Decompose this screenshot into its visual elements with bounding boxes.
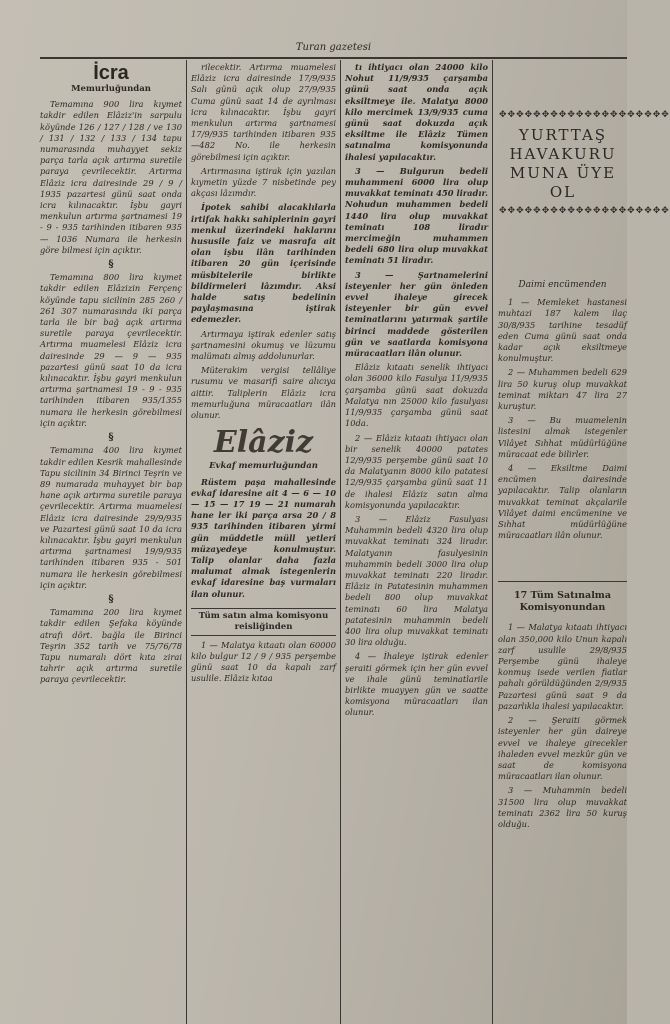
satin-alma-notice: 1 — Malatya kıtaatı olan 60000 kilo bulgur 12 / 9 / 935 perşembe günü saat 10 da kapalı zarf usulile. Elâziz kıtaa (191, 639, 336, 684)
section-mark: § (108, 593, 114, 605)
column-divider (186, 60, 187, 1024)
notice-paragraph: 3 — Şartnamelerini isteyenler her gün önleden evvel ihaleye girecek isteyenler bir gün evvel teminatlarını yatırmak şartile birinci maddede gösterilen gün ve saatlarda komisyona müracaatları ilân olunur. (345, 269, 488, 359)
ad-line: OL (549, 183, 577, 201)
notice-paragraph: Temamına 800 lira kıymet takdir edilen Elâzizin Ferçenç köyünde tapu sicilinin 285 260 / 261 307 numarasında iki parça tarla ile bir bağ açık artırma suretile paraya çevrilecektir. Artırma muamelesi Elâziz icra dairesinde 29 — 9 — 935 pazartesi günü saat 10 da icra kılınacaktır. İşbu gayri menkulun artırma şartnamesi 19 - 9 - 935 tarihinden itibaren 935/1355 numara ile herkesin görebilmesi için açıktır. (40, 272, 182, 428)
havakurumu-ad (499, 110, 670, 240)
column-satin-alma (345, 62, 488, 1024)
newspaper-header: Turan gazetesi (295, 42, 372, 53)
notice-paragraph: 3 — Bulgurun bedeli muhammeni 6000 lira olup muvakkat teminatı 450 liradır. Nohudun muhammen bedeli 1440 lira olup muvakkat teminatı 108 liradır mercimeğin muhammen bedeli 680 lira olup muvakkat teminatı 51 liradır. (345, 165, 488, 266)
satin-alma-title: Tüm satın alma komisyonu reisliğinden (191, 608, 336, 636)
notice-paragraph: 3 — Elâziz Fasulyası Muhammin bedeli 4320 lira olup muvakkat teminatı 324 liradır. Malatyanın fasulyesinin muhammin bedeli 3000 lira olup muvakkat teminatı 220 liradır. Elâziz in Patatesinin muhammen bedeli 800 olup muvakkat teminatı 60 lira Malatya patatesinin muhammin bedeli 400 lira olup muvakkat teminatı 30 lira olduğu. (345, 513, 488, 648)
notice-paragraph: Artırmaya iştirak edenler satış şartnamesini okumuş ve lüzumu malümatı almış addolunurlar. (191, 328, 336, 362)
section-heading: Daimi encümenden (518, 280, 607, 290)
notice-paragraph: 2 — Muhammen bedeli 629 lira 50 kuruş olup muvakkat teminat miktarı 47 lira 27 kuruştur. (498, 367, 627, 412)
notice-paragraph: tı ihtiyacı olan 24000 kilo Nohut 11/9/935 çarşamba günü saat onda açık eksiltmeye ile. Malatya 8000 kilo mercimek 13/9/935 cuma günü saat dokuzda açık eksiltme ile Elâziz Tümen satınalma komisyonunda ihalesi yapılacaktır. (345, 62, 488, 162)
notice-paragraph: Artırmasına iştirak için yazılan kıymetin yüzde 7 nisbetinde pey akçası lâzımdır. (191, 165, 336, 199)
column-divider (492, 60, 493, 1024)
notice-paragraph: 3 — Bu muamelenin listesini almak istegenler Vilâyet Sıhhat müdürlüğüne müracaat ede bilirler. (498, 415, 627, 459)
notice-paragraph: Temamına 400 lira kıymet takdir edilen Kesrik mahallesinde Tapu sicilinin 34 Birinci Teşrin ve 89 numarada muhayyet bir bap hane açık artırma suretile paraya çevrilecektir. Artırma muamelesi Elâziz icra dairesinde 29/9/935 ve Pazartesi günü saat 10 da icra kılınacaktır. İşbu gayri menkulun artırma şartnamesi 19/9/935 tarihinden itibaren 935 - 501 numara ile herkesin görebilmesi için açıktır. (40, 445, 182, 590)
column-icra-continued (191, 62, 336, 1024)
column-icra (40, 62, 182, 1024)
notice-paragraph: 1 — Memleket hastanesi muhtazi 187 kalem ilaç 30/8/935 tarihine tesadüf eden Cuma günü saat onda kadar açık eksiltmeye konulmuştur. (498, 297, 627, 364)
komisyon-title: 17 Tüm Satınalma Komisyonundan (513, 590, 612, 614)
notice-paragraph: 2 — Şeraiti görmek isteyenler her gün daireye evvel ve ihaleye girecekler ihaleden evvel mezkûr gün ve saat de komisyona müracaatları ilan olunur. (498, 715, 627, 782)
section-title: İcra (93, 62, 129, 84)
ad-line: MUNA ÜYE (509, 164, 617, 182)
ad-line: HAVAKURU (509, 145, 617, 163)
ad-line: YURTTAŞ (518, 126, 608, 144)
notice-paragraph: İpotek sahibi alacaklılarla irtifak hakkı sahiplerinin gayri menkul üzerindeki haklarını hususile faiz ve masrafa ait olan işbu ilân tarihinden itibaren 20 gün içerisinde müsbitelerile birlikte bildirmeleri lâzımdır. Aksi halde satış bedelinin paylaşmasına iştirak edemezler. (191, 202, 336, 325)
notice-paragraph: Elâziz kıtaatı senelik ihtiyacı olan 36000 kilo Fasulya 11/9/935 çarşamba günü saat dokuzda Malatya nın 25000 kilo fasulyası 11/9/935 çarşamba günü saat 10da. (345, 362, 488, 429)
notice-paragraph: Tamamına 200 lira kıymet takdir edilen Şefaka köyünde atrafı dört. bağla ile Birinci Teşrin 352 tarih ve 75/76/78 Tapu numaralı dört kıta zirai tahrir açık artırma suretile paraya çevrilecektir. (40, 607, 182, 685)
notice-paragraph: 2 — Elâziz kıtaatı ihtiyacı olan bir senelik 40000 patates 12/9/935 perşembe günü saat 10 da Malatyanın 8000 kilo patatesi 12/9/935 çarşamba günü saat 11 de ihalesi Elâziz satın alma komisyonunda yapılacaktır. (345, 432, 488, 510)
elaziz-title: Elâziz (213, 425, 314, 461)
notice-paragraph: 3 — Muhammin bedeli 31500 lira olup muvakkat teminatı 2362 lira 50 kuruş olduğu. (498, 785, 627, 829)
notice-paragraph: rilecektir. Artırma muamelesi Elâziz icra dairesinde 17/9/935 Salı günü açık olup 27/9/935 Cuma günü saat 14 de ayrılması icra kılınacaktır. İşbu gayri menkulun artırma şartnamesi 17/9/935 tarihinden itibaren 935—482 No. ile herkesin görebilmesi için açıktır. (191, 62, 336, 162)
notice-paragraph: 1 — Malatya kıtaatı ihtiyacı olan 350,000 kilo Unun kapalı zarf usulile 29/8/935 Perşembe günü ihaleye konmuş isede verilen fiatlar pahalı görüldüğünden 2/9/935 Pazartesi günü saat 9 da pazarlıkla ihalesi yapılacaktır. (498, 622, 627, 711)
section-mark: § (108, 259, 114, 271)
section-subtitle: Memurluğundan (71, 84, 151, 94)
ad-border-bottom: ✥✥✥✥✥✥✥✥✥✥✥✥✥✥✥✥✥✥✥✥ (499, 206, 670, 216)
section-mark: § (108, 432, 114, 444)
evkaf-subtitle: Evkaf memurluğundan (209, 461, 318, 472)
header-rule (40, 57, 627, 59)
column-divider (340, 60, 341, 1024)
notice-paragraph: Müterakim vergisi tellâliye rusumu ve masarifi saire alıcıya aittir. Taliplerin Elâziz icra memurluğuna müracaatları ilân olunur. (191, 365, 336, 421)
section-rule (498, 581, 627, 582)
notice-paragraph: 4 — Eksiltme Daimi encümen dairesinde yapılacaktır. Talip olanların muvakkat teminat akçalarile Vilâyet daimi encümenine ve Sıhhat müdürlüğüne müracaatları ilân olunur. (498, 463, 627, 541)
ad-border-top: ✥✥✥✥✥✥✥✥✥✥✥✥✥✥✥✥✥✥✥✥ (499, 110, 670, 120)
evkaf-notice: Rüstem paşa mahallesinde evkaf idaresine ait 4 — 6 — 10 — 15 — 17 19 — 21 numarah hane ler iki parça arsa 20 / 8 935 tarihinden itibaren yirmi gün müddetle müll yetleri müzayedeye konulmuştur. Talip olanlar daha fazla malumat almak istegenlerin evkaf idaresine baş vurmaları ilan olunur. (191, 476, 336, 599)
notice-paragraph: 4 — İhaleye iştirak edenler şeraiti görmek için her gün evvel ve ihale günü teminatlarile birlikte muayyen gün ve saatte komisyona müracaatları ilan olunur. (345, 651, 488, 718)
column-daimi-encumen (498, 272, 627, 1024)
notice-paragraph: Temamına 900 lira kıymet takdir edilen Elâziz'in sarpulu köyünde 126 / 127 / 128 / ve 130 / 131 / 132 / 133 / 134 tapu numarasında muhayyet sekiz parça tarla açık artırma suretile paraya çevrilecektir. Artırma Elâziz icra dairesinde 29 / 9 / 1935 pazartesi günü saat onda icra kılınacaktır. İşbu gayri menkulun artırma şartnamesi 19 - 9 - 935 tarihinden itibaren 935 — 1036 Numara ile herkesin göre bilmesi için açıktır. (40, 99, 182, 255)
